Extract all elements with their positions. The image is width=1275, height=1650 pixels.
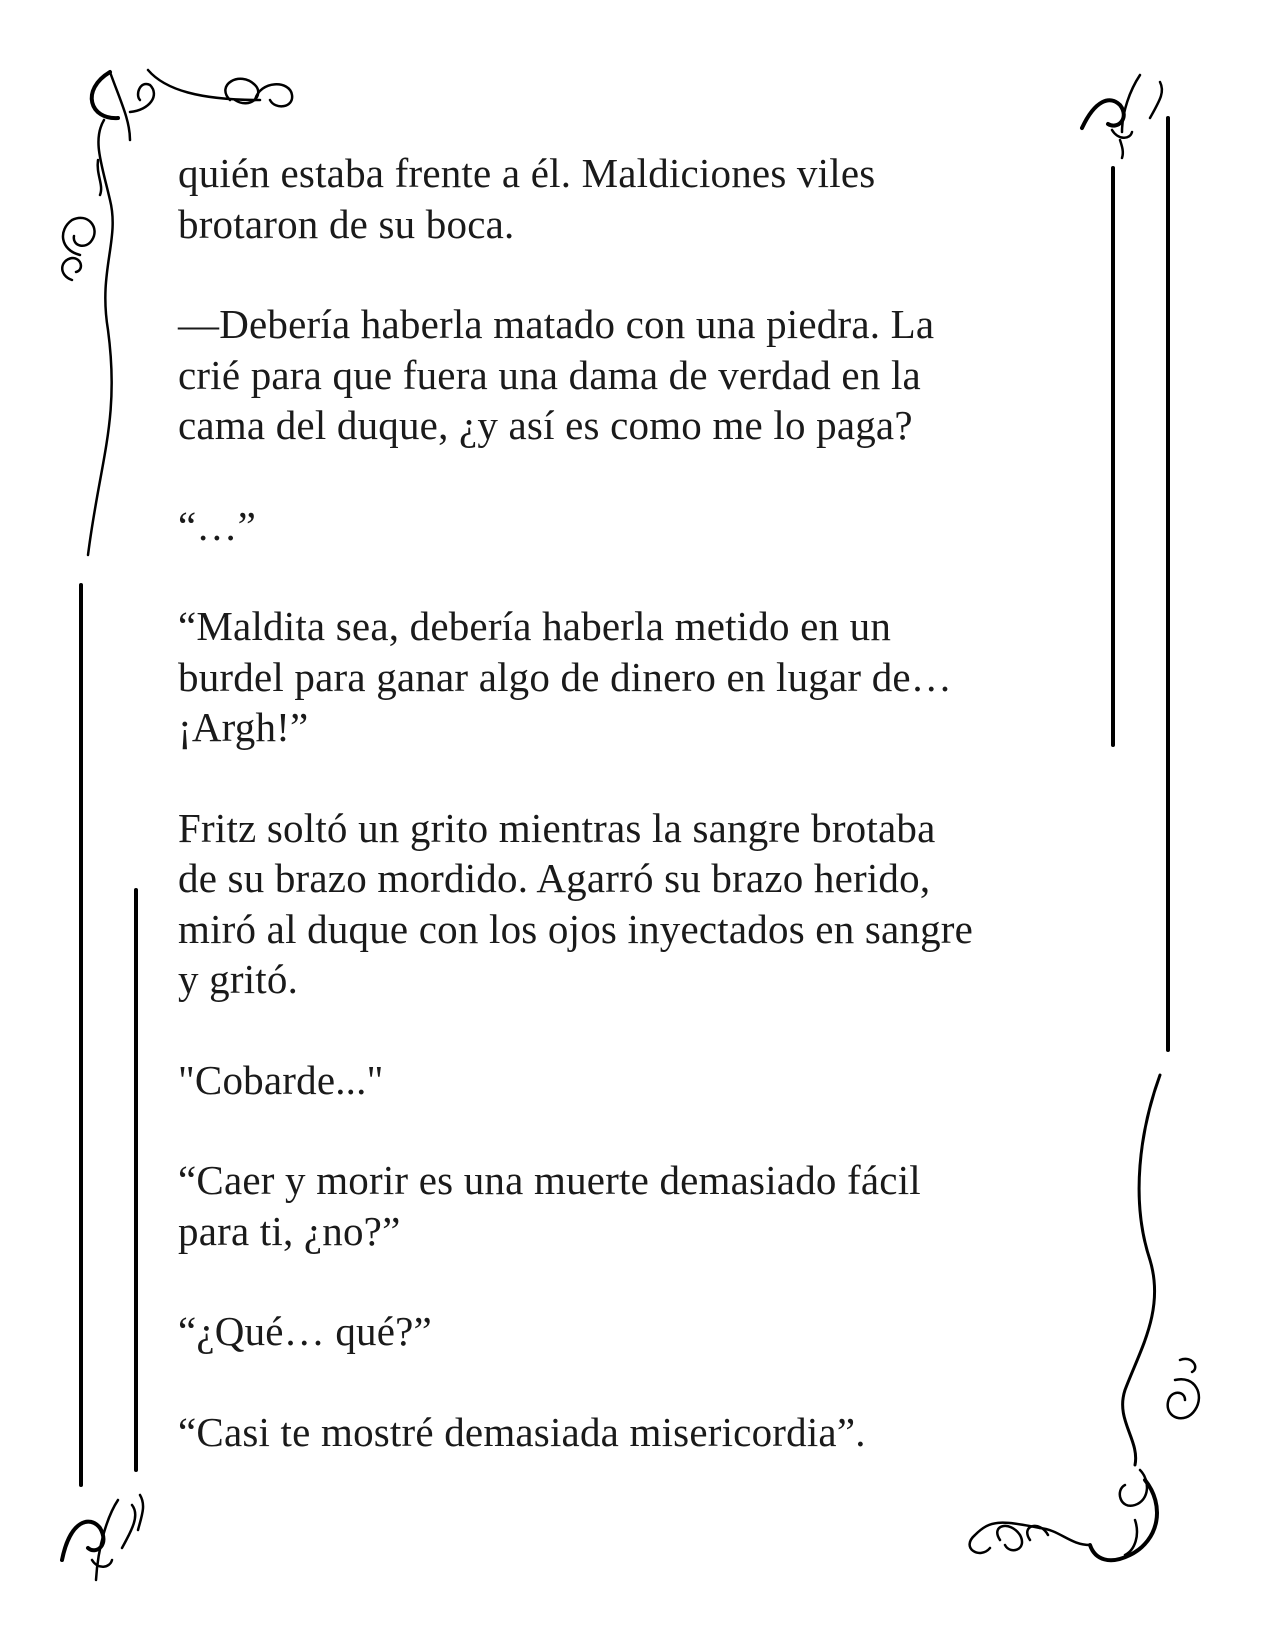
paragraph-7: “Caer y morir es una muerte demasiado fácil para ti, ¿no?”: [178, 1157, 921, 1254]
paragraph-5: Fritz soltó un grito mientras la sangre brotaba de su brazo mordido. Agarró su brazo herido, miró al duque con los ojos inyectados en sangre y gritó.: [178, 804, 974, 1002]
bottom-left-flourish-icon: [62, 1495, 143, 1580]
paragraph-1: quién estaba frente a él. Maldiciones viles brotaron de su boca.: [178, 150, 876, 247]
paragraph-9: “Casi te mostré demasiada misericordia”.: [178, 1408, 866, 1455]
paragraph-3: “…”: [178, 502, 256, 549]
story-text: [178, 148, 1118, 1507]
paragraph-2: —Debería haberla matado con una piedra. La crié para que fuera una dama de verdad en la cama del duque, ¿y así es como me lo paga?: [178, 301, 935, 448]
paragraph-8: “¿Qué… qué?”: [178, 1308, 432, 1354]
paragraph-6: "Cobarde...": [178, 1056, 384, 1103]
top-right-flourish-icon: [1082, 75, 1162, 158]
paragraph-4: “Maldita sea, debería haberla metido en un burdel para ganar algo de dinero en lugar de… ¡Argh!”: [178, 603, 953, 750]
